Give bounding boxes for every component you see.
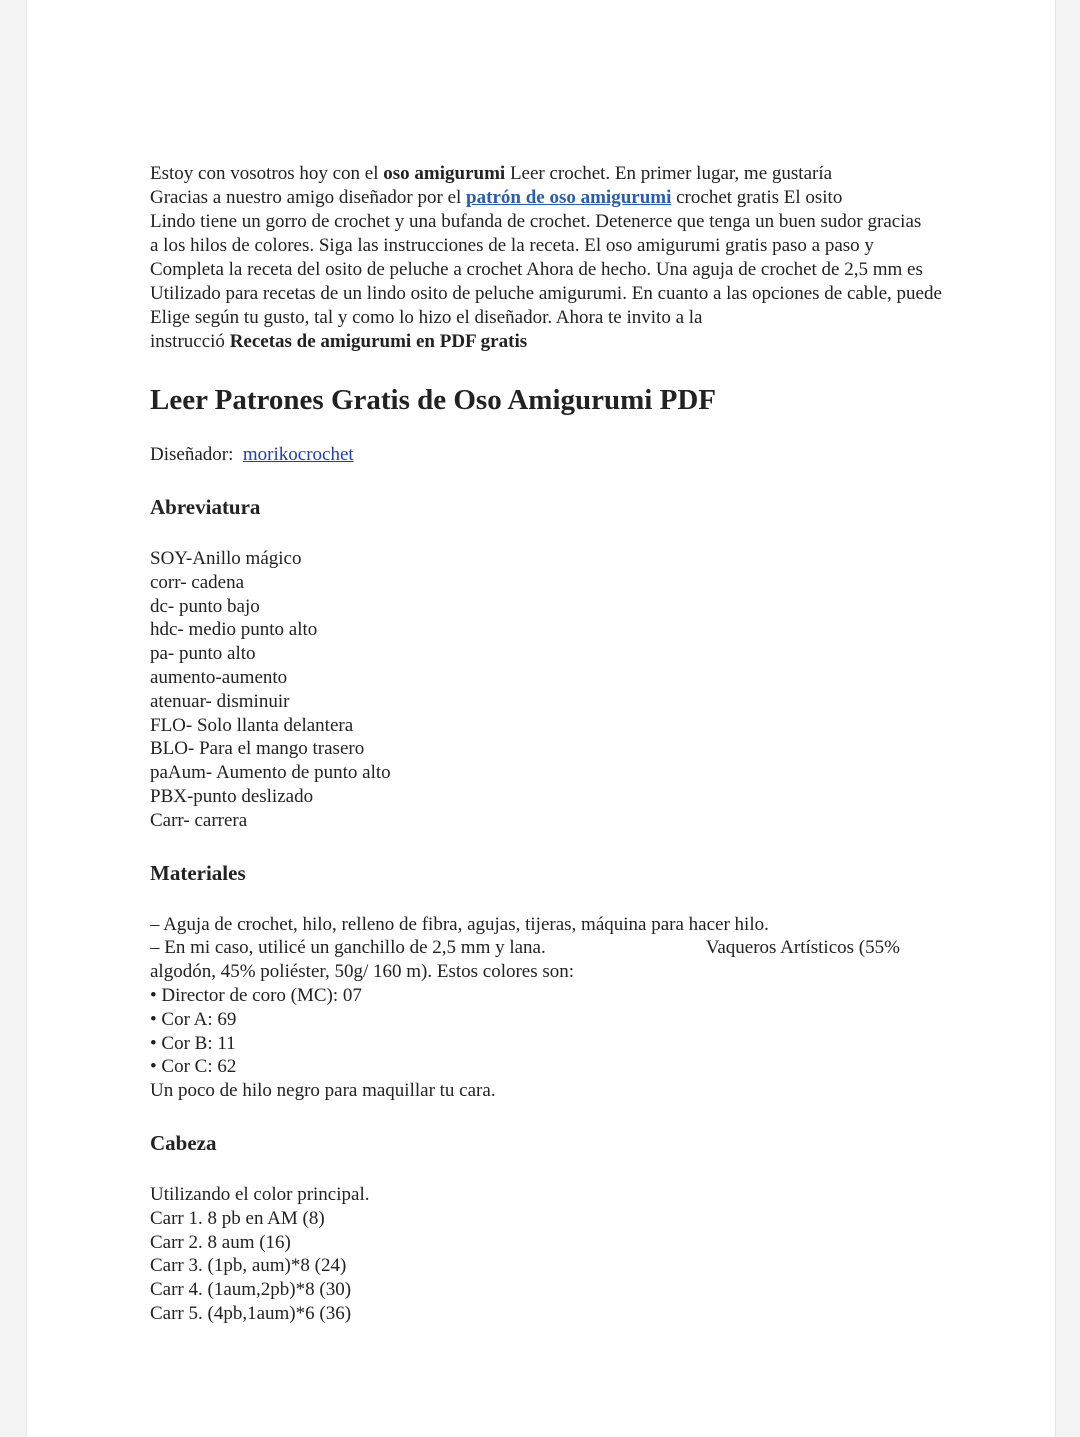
list-item: Carr 5. (4pb,1aum)*6 (36) bbox=[150, 1302, 352, 1324]
intro-line-6: Utilizado para recetas de un lindo osito de peluche amigurumi. En cuanto a las opciones de cable, puede bbox=[150, 283, 942, 304]
intro-line-5: Completa la receta del osito de peluche a crochet Ahora de hecho. Una aguja de crochet de 2,5 mm es bbox=[150, 259, 923, 280]
intro-text: crochet gratis El osito bbox=[671, 187, 843, 208]
list-item: Carr 3. (1pb, aum)*8 (24) bbox=[150, 1255, 347, 1277]
abbreviation-heading: Abreviatura bbox=[150, 495, 261, 519]
list-item: Carr 1. 8 pb en AM (8) bbox=[150, 1207, 325, 1229]
list-item: • Cor A: 69 bbox=[150, 1008, 237, 1030]
list-item: atenuar- disminuir bbox=[150, 690, 290, 712]
intro-text: instrucció bbox=[150, 331, 230, 352]
designer-link[interactable]: morikocrochet bbox=[242, 444, 354, 465]
head-heading: Cabeza bbox=[150, 1130, 217, 1155]
list-item: paAum- Aumento de punto alto bbox=[150, 762, 391, 784]
intro-bold: oso amigurumi bbox=[383, 163, 506, 184]
list-item: Utilizando el color principal. bbox=[150, 1183, 370, 1205]
list-item: aumento-aumento bbox=[150, 666, 288, 688]
designer-line bbox=[150, 443, 1020, 467]
materials-text: Vaqueros Artísticos (55% bbox=[705, 937, 900, 959]
list-item: algodón, 45% poliéster, 50g/ 160 m). Estos colores son: bbox=[150, 961, 575, 983]
list-item bbox=[150, 936, 1020, 960]
page-title: Leer Patrones Gratis de Oso Amigurumi PDF bbox=[150, 384, 716, 416]
materials-text: – En mi caso, utilicé un ganchillo de 2,5 mm y lana. bbox=[150, 937, 546, 959]
list-item: Carr- carrera bbox=[150, 809, 248, 831]
list-item: SOY-Anillo mágico bbox=[150, 548, 302, 569]
list-item: FLO- Solo llanta delantera bbox=[150, 714, 354, 736]
intro-paragraph bbox=[150, 162, 1020, 354]
pattern-link[interactable]: patrón de oso amigurumi bbox=[466, 187, 672, 208]
intro-line-2 bbox=[150, 186, 1020, 210]
intro-line-7: Elige según tu gusto, tal y como lo hizo el diseñador. Ahora te invito a la bbox=[150, 307, 703, 328]
intro-text: Estoy con vosotros hoy con el bbox=[150, 163, 384, 184]
list-item: dc- punto bajo bbox=[150, 595, 260, 617]
list-item: Un poco de hilo negro para maquillar tu cara. bbox=[150, 1080, 496, 1102]
intro-line-4: a los hilos de colores. Siga las instrucciones de la receta. El oso amigurumi gratis paso a paso y bbox=[150, 235, 874, 256]
designer-label: Diseñador: bbox=[150, 444, 234, 465]
list-item: • Cor C: 62 bbox=[150, 1056, 237, 1078]
list-item: – Aguja de crochet, hilo, relleno de fibra, agujas, tijeras, máquina para hacer hilo. bbox=[150, 913, 769, 935]
list-item: corr- cadena bbox=[150, 571, 245, 593]
head-instructions bbox=[150, 1183, 1020, 1326]
list-item: pa- punto alto bbox=[150, 643, 256, 665]
intro-line-1 bbox=[150, 162, 1020, 186]
list-item: • Cor B: 11 bbox=[150, 1032, 236, 1054]
list-item: Carr 2. 8 aum (16) bbox=[150, 1231, 291, 1253]
article-content bbox=[150, 162, 1020, 1326]
list-item: • Director de coro (MC): 07 bbox=[150, 984, 362, 1006]
list-item: Carr 4. (1aum,2pb)*8 (30) bbox=[150, 1279, 352, 1301]
document-page bbox=[26, 0, 1056, 1437]
list-item: hdc- medio punto alto bbox=[150, 619, 318, 641]
intro-line-3: Lindo tiene un gorro de crochet y una bufanda de crochet. Detenerce que tenga un buen sudor gracias bbox=[150, 211, 922, 232]
intro-line-8 bbox=[150, 330, 1020, 354]
materials-heading: Materiales bbox=[150, 860, 246, 885]
list-item: BLO- Para el mango trasero bbox=[150, 738, 365, 760]
intro-text: Gracias a nuestro amigo diseñador por el bbox=[150, 187, 467, 208]
list-item: PBX-punto deslizado bbox=[150, 785, 314, 807]
materials-list bbox=[150, 913, 1020, 1103]
abbreviation-list bbox=[150, 547, 1020, 833]
intro-text: Leer crochet. En primer lugar, me gustaría bbox=[505, 163, 833, 184]
intro-bold: Recetas de amigurumi en PDF gratis bbox=[229, 331, 528, 352]
